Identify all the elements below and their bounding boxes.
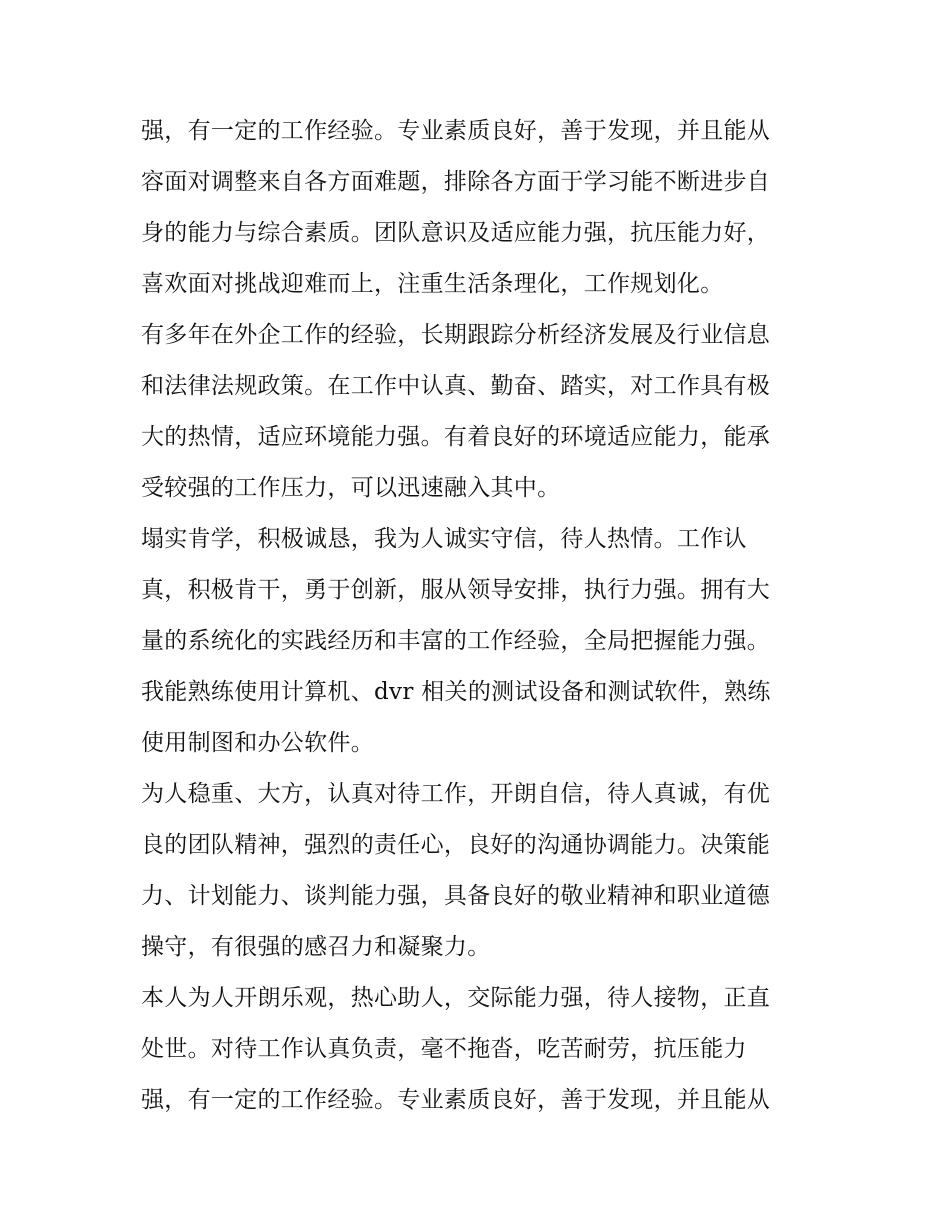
text-line: 量的系统化的实践经历和丰富的工作经验，全局把握能力强。 [141, 628, 771, 654]
text-line: 和法律法规政策。在工作中认真、勤奋、踏实，对工作具有极 [141, 373, 771, 399]
text-line: 有多年在外企工作的经验，长期跟踪分析经济发展及行业信息 [141, 322, 771, 348]
text-line: 我能熟练使用计算机、dvr 相关的测试设备和测试软件，熟练 [141, 679, 771, 705]
text-line: 强，有一定的工作经验。专业素质良好，善于发现，并且能从 [141, 118, 771, 144]
text-line: 本人为人开朗乐观，热心助人，交际能力强，待人接物，正直 [141, 985, 771, 1011]
text-line: 良的团队精神，强烈的责任心，良好的沟通协调能力。决策能 [141, 832, 771, 858]
text-line: 操守，有很强的感召力和凝聚力。 [141, 934, 491, 960]
text-line: 容面对调整来自各方面难题，排除各方面于学习能不断进步自 [141, 169, 771, 195]
text-line: 真，积极肯干，勇于创新，服从领导安排，执行力强。拥有大 [141, 577, 771, 603]
text-line: 为人稳重、大方，认真对待工作，开朗自信，待人真诚，有优 [141, 781, 771, 807]
text-line: 力、计划能力、谈判能力强，具备良好的敬业精神和职业道德 [141, 883, 771, 909]
text-line: 使用制图和办公软件。 [141, 730, 374, 756]
text-line: 塌实肯学，积极诚恳，我为人诚实守信，待人热情。工作认 [141, 526, 747, 552]
text-line: 强，有一定的工作经验。专业素质良好，善于发现，并且能从 [141, 1087, 771, 1113]
text-line: 身的能力与综合素质。团队意识及适应能力强，抗压能力好， [141, 220, 771, 246]
document-body [141, 106, 831, 1126]
text-line: 喜欢面对挑战迎难而上，注重生活条理化，工作规划化。 [141, 271, 724, 297]
text-line: 处世。对待工作认真负责，毫不拖沓，吃苦耐劳，抗压能力 [141, 1036, 747, 1062]
text-line: 大的热情，适应环境能力强。有着良好的环境适应能力，能承 [141, 424, 771, 450]
text-line: 受较强的工作压力，可以迅速融入其中。 [141, 475, 561, 501]
